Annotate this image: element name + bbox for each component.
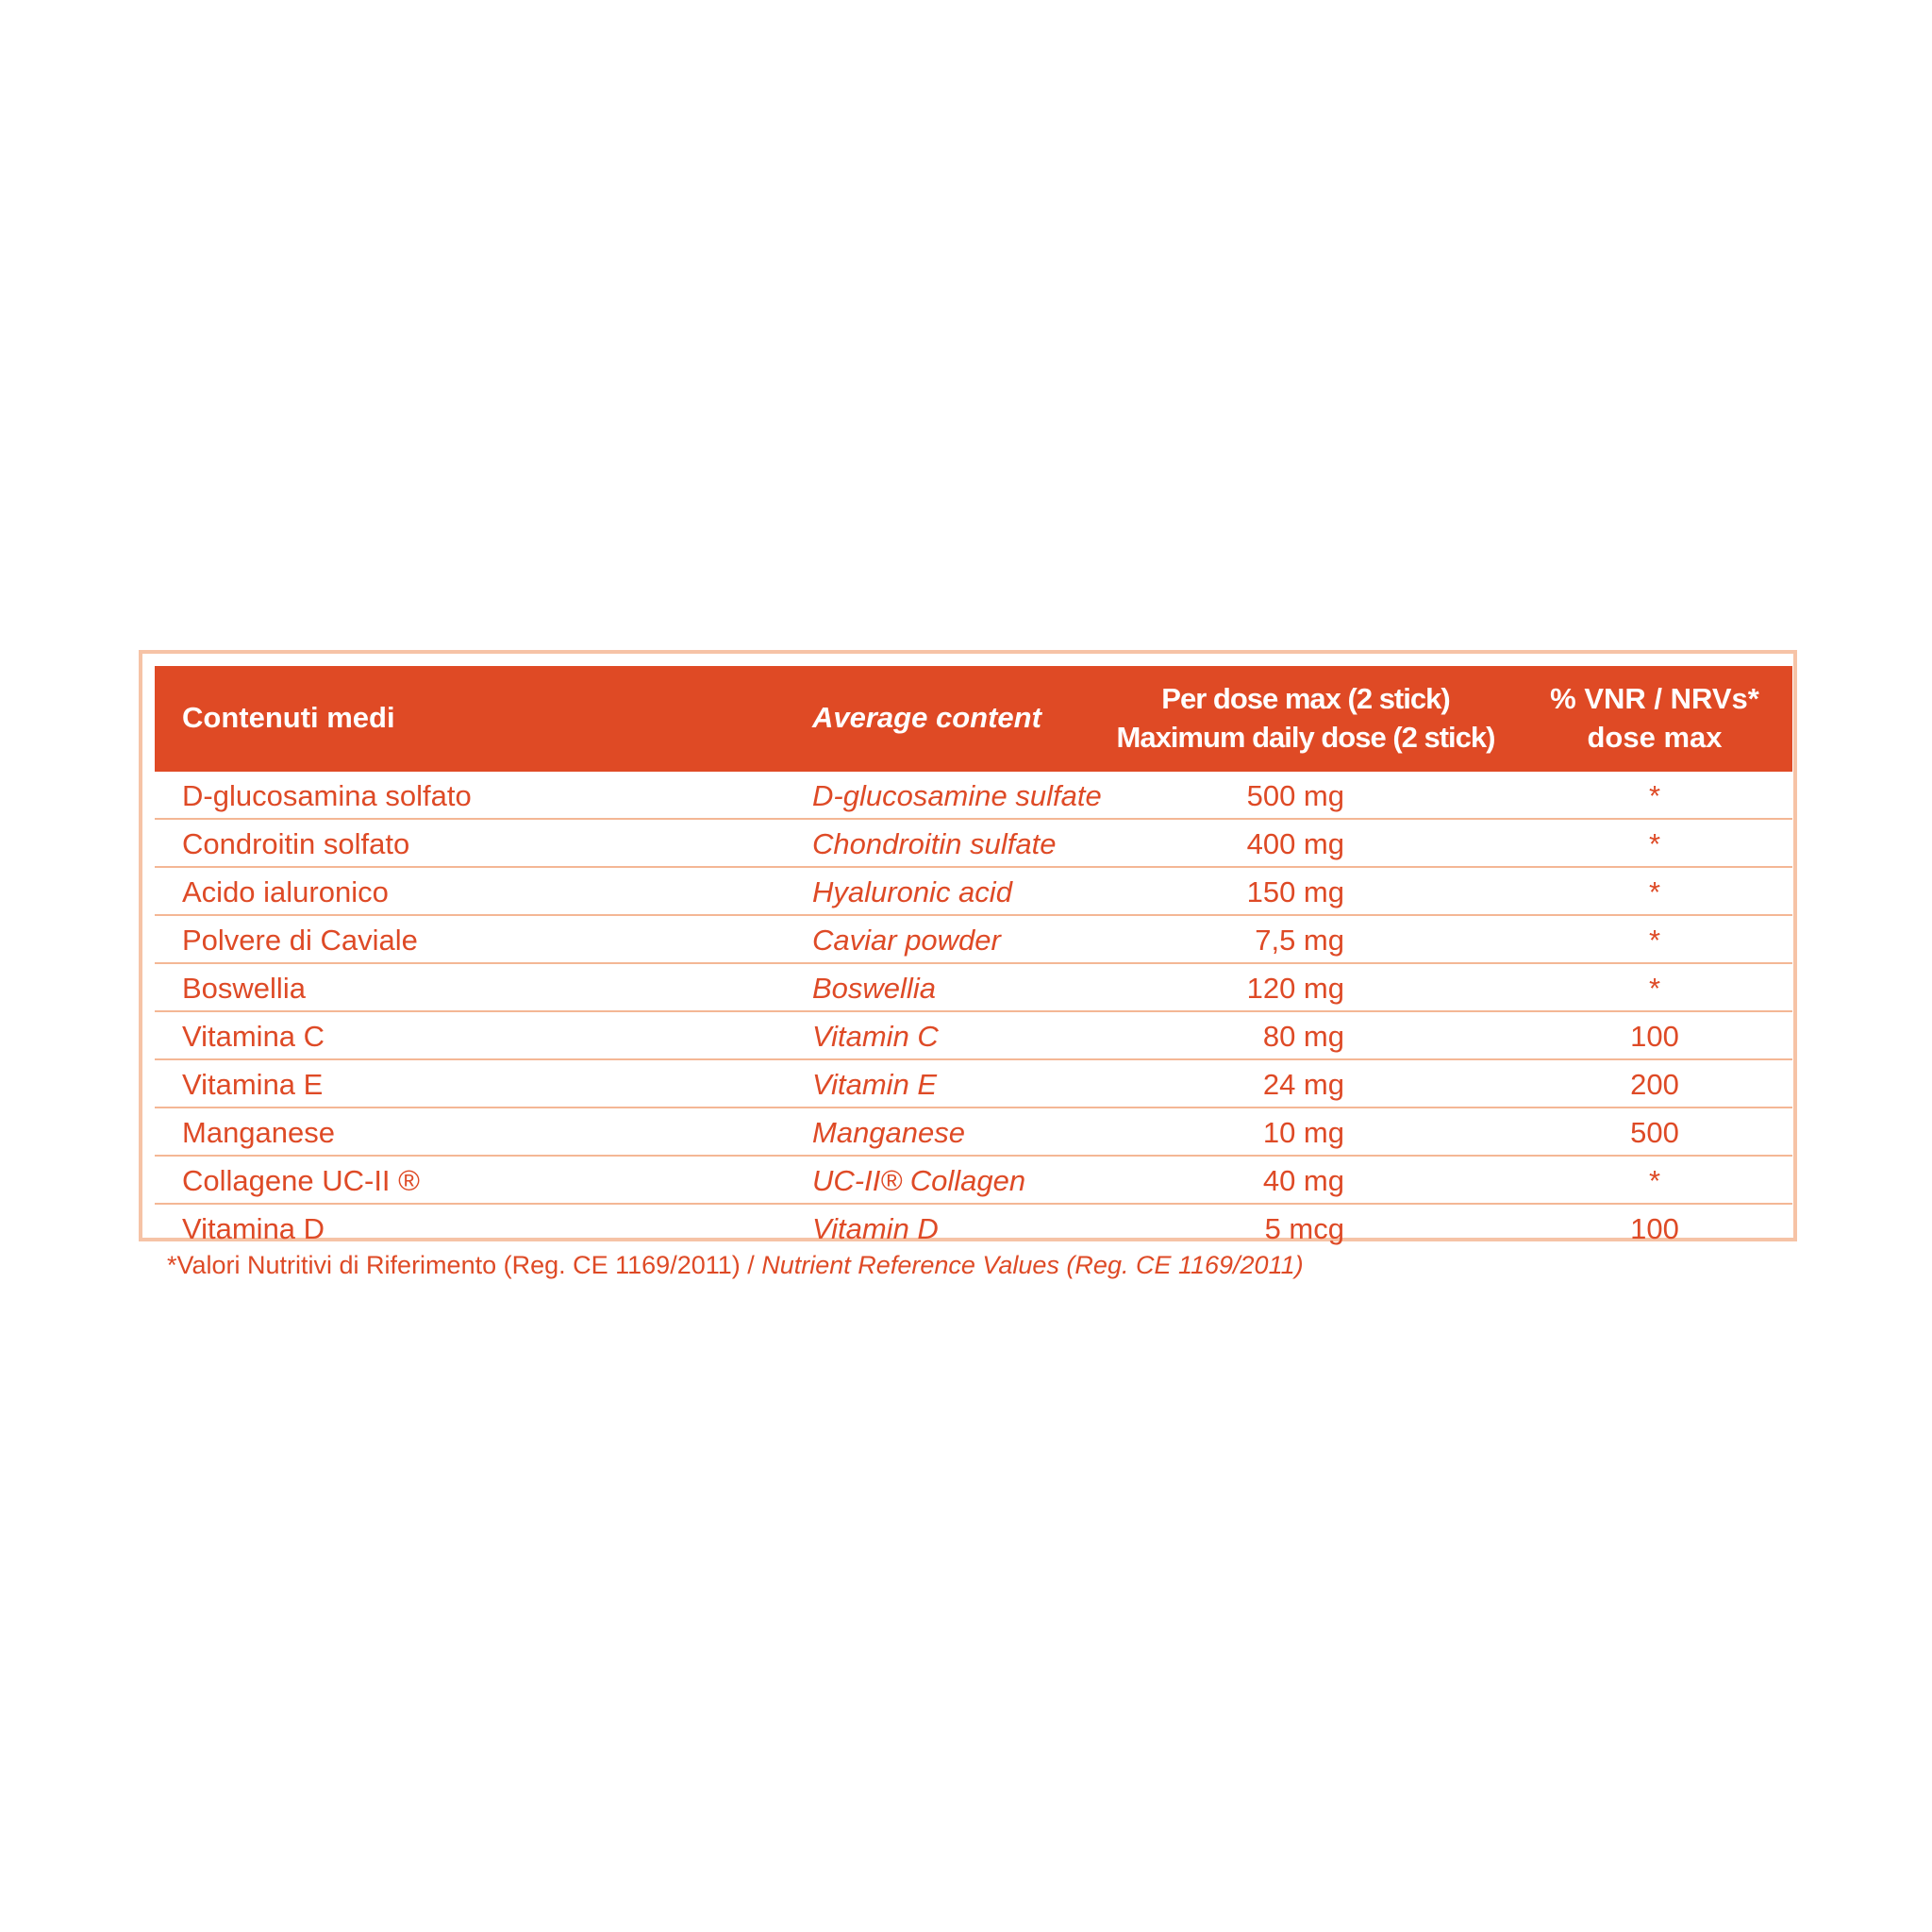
table-row: [155, 820, 1792, 868]
nrv-value: *: [1648, 875, 1661, 908]
header-dose-line1: Per dose max (2 stick): [1161, 682, 1450, 715]
ingredient-it: Polvere di Caviale: [182, 924, 418, 957]
header-italian-content: Contenuti medi: [182, 701, 395, 734]
nrv-value: 200: [1630, 1068, 1679, 1101]
nrv-value: *: [1648, 924, 1661, 957]
dose-value: 500 mg: [1246, 779, 1344, 812]
table-row: [155, 772, 1792, 820]
ingredient-it: Collagene UC-II ®: [182, 1164, 420, 1197]
dose-value: 5 mcg: [1264, 1212, 1344, 1245]
ingredient-en: Hyaluronic acid: [812, 875, 1012, 908]
ingredient-en: Boswellia: [812, 972, 936, 1005]
table-row: [155, 1108, 1792, 1157]
ingredient-it: Vitamina E: [182, 1068, 324, 1101]
ingredient-en: Chondroitin sulfate: [812, 827, 1057, 860]
table-row: [155, 1157, 1792, 1205]
table-row: [155, 964, 1792, 1012]
nrv-value: 100: [1630, 1212, 1679, 1245]
nrv-value: 500: [1630, 1116, 1679, 1149]
table-row: [155, 1012, 1792, 1060]
table-row: [155, 1205, 1792, 1253]
table-row: [155, 1060, 1792, 1108]
dose-value: 24 mg: [1262, 1068, 1344, 1101]
header-dose: [1098, 679, 1513, 757]
dose-value: 150 mg: [1246, 875, 1344, 908]
ingredient-en: UC-II® Collagen: [812, 1164, 1026, 1197]
header-dose-line2: Maximum daily dose (2 stick): [1116, 721, 1495, 754]
ingredient-it: Acido ialuronico: [182, 875, 389, 908]
ingredient-en: Caviar powder: [812, 924, 1001, 957]
table-header: [155, 666, 1792, 772]
nutrition-table: [139, 650, 1797, 1245]
dose-value: 40 mg: [1262, 1164, 1344, 1197]
nrv-value: *: [1648, 779, 1661, 812]
table-row: [155, 868, 1792, 916]
footnote-english: Nutrient Reference Values (Reg. CE 1169/2011): [761, 1251, 1304, 1279]
dose-value: 7,5 mg: [1255, 924, 1344, 957]
table-body: [155, 772, 1792, 1253]
nrv-value: *: [1648, 827, 1661, 860]
footnote: [167, 1251, 1304, 1280]
dose-value: 10 mg: [1262, 1116, 1344, 1149]
ingredient-en: Vitamin D: [812, 1212, 939, 1245]
header-nrv: [1513, 679, 1796, 757]
ingredient-en: D-glucosamine sulfate: [812, 779, 1102, 812]
nrv-value: 100: [1630, 1020, 1679, 1053]
dose-value: 120 mg: [1246, 972, 1344, 1005]
table-row: [155, 916, 1792, 964]
dose-value: 80 mg: [1262, 1020, 1344, 1053]
nrv-value: *: [1648, 1164, 1661, 1197]
ingredient-it: Vitamina D: [182, 1212, 325, 1245]
ingredient-en: Manganese: [812, 1116, 966, 1149]
header-nrv-line2: dose max: [1587, 721, 1723, 754]
header-average-content: Average content: [812, 701, 1041, 734]
ingredient-it: Boswellia: [182, 972, 306, 1005]
header-nrv-line1: % VNR / NRVs*: [1550, 682, 1759, 715]
ingredient-en: Vitamin C: [812, 1020, 939, 1053]
ingredient-it: Manganese: [182, 1116, 336, 1149]
ingredient-it: Vitamina C: [182, 1020, 325, 1053]
ingredient-it: Condroitin solfato: [182, 827, 410, 860]
footnote-italian: *Valori Nutritivi di Riferimento (Reg. CE 1169/2011) /: [167, 1251, 762, 1279]
dose-value: 400 mg: [1246, 827, 1344, 860]
ingredient-it: D-glucosamina solfato: [182, 779, 472, 812]
nrv-value: *: [1648, 972, 1661, 1005]
ingredient-en: Vitamin E: [812, 1068, 938, 1101]
